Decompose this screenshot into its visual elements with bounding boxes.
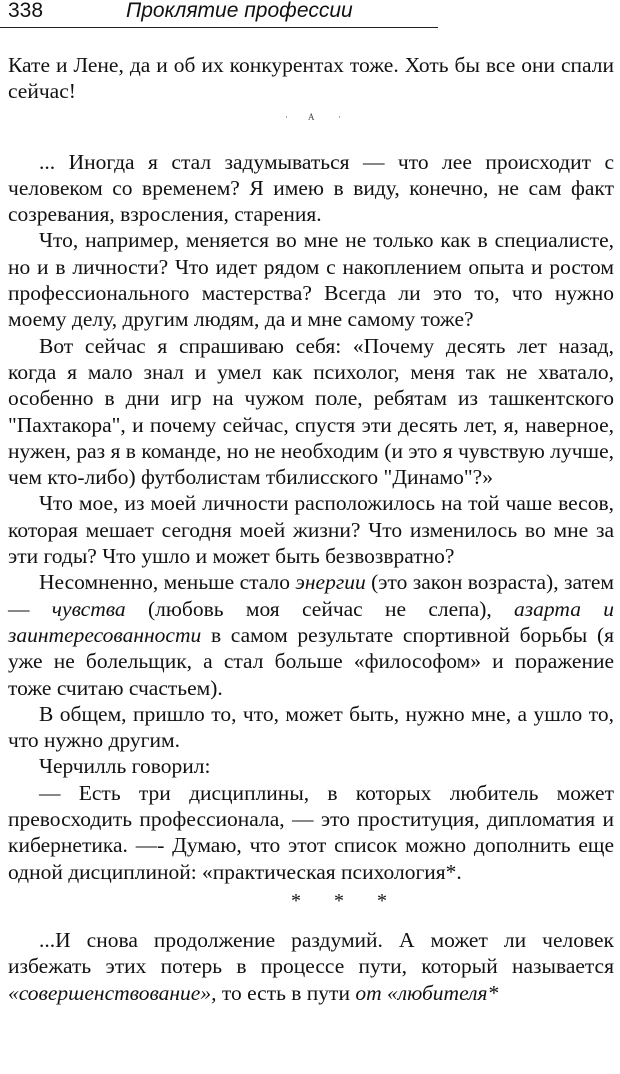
paragraph: Черчилль говорил: xyxy=(39,754,211,779)
section-break: * * * xyxy=(291,889,401,912)
text-run: то есть в пути xyxy=(216,980,356,1005)
emphasis: чувства xyxy=(51,596,126,621)
emphasis: «совершенствование», xyxy=(8,980,217,1005)
paragraph: В общем, пришло то, что, может быть, нужно мне, а ушло то, что нужно другим. xyxy=(8,701,614,753)
ornament-dot: · xyxy=(285,111,288,122)
page-body xyxy=(8,52,614,1006)
emphasis: от «любителя* xyxy=(355,980,499,1005)
running-header xyxy=(8,0,438,24)
ornament-dot: · xyxy=(338,111,341,122)
paragraph: Вот сейчас я спрашиваю себя: «Почему десять лет назад, когда я мало знал и умел как психолог, меня так не хватало, особенно в дни игр на чужом поле, ребятам из ташкентского "Пахтакора", и почему сейчас, спустя эти десять лет, я, наверное, нужен, раз я в команде, но не необходим (и это я чувствую лучше, чем кто-либо) футболистам тбилисского "Динамо"?» xyxy=(8,333,614,490)
paragraph xyxy=(8,569,614,700)
paragraph: — Есть три дисциплины, в которых любитель может превосходить профессионала, — это проституция, дипломатия и кибернетика. —- Думаю, что этот список можно дополнить еще одной дисциплиной: «практическая психология*. xyxy=(8,780,614,884)
emphasis: азарта и заинтересованности xyxy=(8,596,614,647)
paragraph: Что мое, из моей личности расположилось на той чаше весов, которая мешает сегодня моей жизни? Что изменилось во мне за эти годы? Что ушло и может быть безвозвратно? xyxy=(8,491,614,569)
text-run: (любовь моя сейчас не слепа), xyxy=(125,596,515,621)
page-number: 338 xyxy=(8,0,44,22)
paragraph: ... Иногда я стал задумываться — что лее происходит с человеком со временем? Я имею в виду, конечно, не сам факт созревания, взросления, старения. xyxy=(8,149,614,227)
text-run: Несомненно, меньше стало xyxy=(39,570,296,595)
emphasis: энергии xyxy=(295,570,366,595)
text-run: ...И снова продолжение раздумий. А может ли человек избежать этих потерь в процессе пути, который называется xyxy=(8,927,614,979)
ornament-mark: А xyxy=(308,111,315,122)
paragraph: Что, например, меняется во мне не только как в специалисте, но и в личности? Что идет рядом с накоплением опыта и ростом профессионального мастерства? Всегда ли это то, что нужно моему делу, другим людям, да и мне самому тоже? xyxy=(8,228,614,332)
text-run: в самом результате спортивной борьбы (я уже не болельщик, а стал больше «философом» и поражение тоже считаю счастьем). xyxy=(8,622,614,700)
paragraph: Кате и Лене, да и об их конкурентах тоже. Хоть бы все они спали сейчас! xyxy=(8,53,614,104)
section-ornament xyxy=(8,105,614,149)
running-title: Проклятие профессии xyxy=(126,0,353,22)
paragraph xyxy=(8,927,614,1006)
header-rule xyxy=(0,27,438,28)
text-run: (это закон возраста), затем — xyxy=(8,570,614,621)
